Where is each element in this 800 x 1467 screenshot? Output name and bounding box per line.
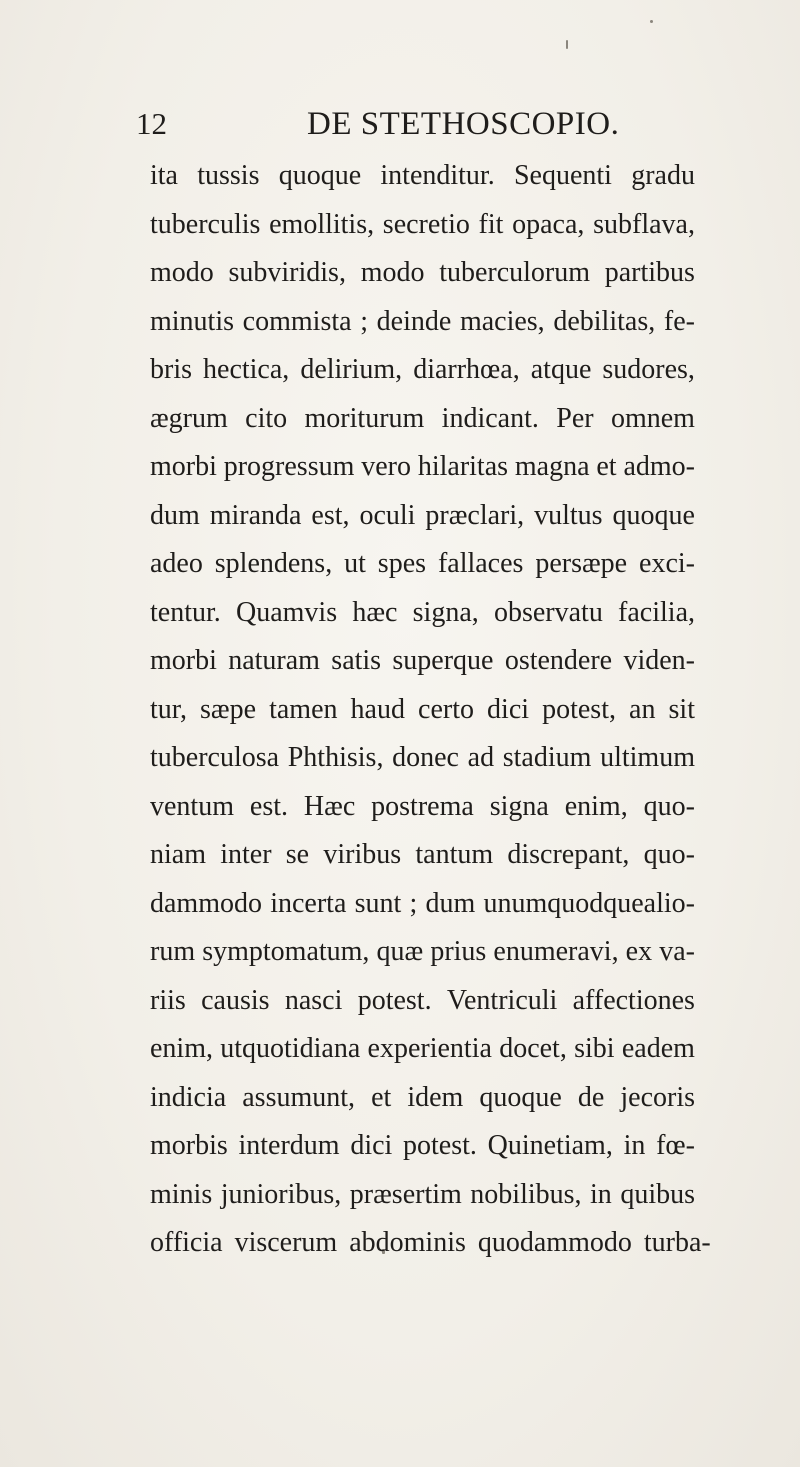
word: subflava, <box>593 208 695 240</box>
word: enim, <box>564 790 628 822</box>
text-line <box>150 540 695 589</box>
word: præsertim <box>349 1178 462 1210</box>
word: modo <box>150 257 214 288</box>
word: tur, <box>150 693 187 725</box>
word: se <box>285 839 310 870</box>
word: sæpe <box>200 693 257 725</box>
word: commista <box>242 305 352 337</box>
word: vultus <box>534 499 603 531</box>
word: dammodo <box>150 887 262 919</box>
word: tuberculis <box>150 208 261 240</box>
word: sudores, <box>602 354 695 385</box>
word: admo- <box>623 451 695 482</box>
word: utquotidiana <box>220 1033 361 1064</box>
word: indicia <box>150 1081 227 1113</box>
word: inter <box>220 839 272 870</box>
word: intenditur. <box>380 160 495 191</box>
word: tussis <box>197 160 260 191</box>
word: fœ- <box>656 1130 695 1161</box>
word: vero <box>361 451 411 482</box>
word: enumeravi, <box>493 936 619 967</box>
word: ultimum <box>600 742 695 773</box>
word: facilia, <box>618 596 695 628</box>
word: exci- <box>639 548 695 579</box>
word: ex <box>625 936 653 967</box>
word: minis <box>150 1178 213 1210</box>
text-line <box>150 783 695 832</box>
word: tentur. <box>150 596 221 628</box>
word: observatu <box>493 596 603 628</box>
word: va- <box>659 936 695 967</box>
word: riis <box>150 984 186 1016</box>
word: docet, <box>499 1033 567 1064</box>
word: persæpe <box>535 548 628 579</box>
word: in <box>590 1178 612 1210</box>
word: dum <box>150 499 200 531</box>
word: quibus <box>620 1178 695 1210</box>
word: opaca, <box>512 208 585 240</box>
text-line <box>150 346 695 395</box>
word: et <box>371 1081 392 1113</box>
word: discrepant, <box>507 839 630 870</box>
word: signa, <box>412 596 479 628</box>
word: hectica, <box>203 354 290 385</box>
word: sunt <box>354 887 402 919</box>
word: moriturum <box>304 402 425 434</box>
word: minutis <box>150 305 235 337</box>
paper-speck <box>650 20 653 23</box>
word: atque <box>530 354 592 385</box>
word: secretio <box>382 208 470 240</box>
word: in <box>623 1130 646 1161</box>
text-line <box>150 880 695 929</box>
word: symptomatum, <box>202 936 370 967</box>
word: quoque <box>278 160 362 191</box>
paper-speck <box>566 40 568 49</box>
word: an <box>629 693 656 725</box>
text-line <box>150 152 695 201</box>
word: magna <box>514 451 590 482</box>
word: morbi <box>150 451 217 482</box>
word: morbi <box>150 645 217 676</box>
word: turba- <box>643 1227 711 1258</box>
word: ; <box>360 305 368 337</box>
word: eadem <box>621 1033 695 1064</box>
word: ut <box>344 548 366 579</box>
word: signa <box>489 790 549 822</box>
word: quæ <box>376 936 424 967</box>
word: viden- <box>623 645 695 676</box>
word: prius <box>430 936 487 967</box>
word: officia <box>150 1227 223 1258</box>
word: jecoris <box>620 1081 695 1113</box>
word: ostendere <box>504 645 613 676</box>
word: et <box>596 451 617 482</box>
word: enim, <box>150 1033 213 1064</box>
text-line <box>150 1122 695 1171</box>
word: nobilibus, <box>470 1178 582 1210</box>
word: ægrum <box>150 402 228 434</box>
word: partibus <box>604 257 695 288</box>
word: superque <box>392 645 494 676</box>
word: Phthisis, <box>287 742 384 773</box>
word: tamen <box>269 693 338 725</box>
word: incerta <box>270 887 347 919</box>
word: quoque <box>612 499 695 531</box>
word: haud <box>350 693 405 725</box>
word: Ventriculi <box>446 984 558 1016</box>
word: donec <box>392 742 459 773</box>
word: certo <box>418 693 474 725</box>
word: niam <box>150 839 206 870</box>
word: abdominis <box>349 1227 466 1258</box>
word: quo- <box>643 790 695 822</box>
word: dum <box>425 887 476 919</box>
word: de <box>577 1081 605 1113</box>
word: Quinetiam, <box>487 1130 613 1161</box>
word: subviridis, <box>228 257 346 288</box>
word: cito <box>245 402 288 434</box>
word: tuberculosa <box>150 742 280 773</box>
word: satis <box>331 645 382 676</box>
word: tuberculorum <box>439 257 591 288</box>
word: causis <box>201 984 270 1016</box>
word: miranda <box>209 499 302 531</box>
word: interdum <box>238 1130 340 1161</box>
word: adeo <box>150 548 203 579</box>
word: dici <box>487 693 530 725</box>
word: unumquodquealio- <box>483 887 695 919</box>
running-title: DE STETHOSCOPIO. <box>307 106 620 142</box>
word: naturam <box>228 645 320 676</box>
word: spes <box>377 548 427 579</box>
word: splendens, <box>214 548 333 579</box>
word: viscerum <box>234 1227 338 1258</box>
word: potest. <box>403 1130 477 1161</box>
word: nasci <box>284 984 343 1016</box>
text-line <box>150 249 695 298</box>
word: ventum <box>150 790 234 822</box>
word: idem <box>407 1081 464 1113</box>
word: affectiones <box>572 984 695 1016</box>
word: est. <box>249 790 289 822</box>
word: debilitas, <box>553 305 656 337</box>
text-line <box>150 928 695 977</box>
text-line <box>150 831 695 880</box>
word: progressum <box>223 451 355 482</box>
word: quodammodo <box>477 1227 632 1258</box>
text-line <box>150 637 695 686</box>
word: diarrhœa, <box>413 354 520 385</box>
word: fe- <box>663 305 695 337</box>
word: Per <box>556 402 594 434</box>
text-line <box>150 492 695 541</box>
text-line <box>150 734 695 783</box>
word: est, <box>311 499 350 531</box>
text-line <box>150 977 695 1026</box>
word: modo <box>360 257 425 288</box>
text-line <box>150 1025 695 1074</box>
word: delirium, <box>300 354 403 385</box>
word: emollitis, <box>269 208 375 240</box>
text-line <box>150 443 695 492</box>
word: fallaces <box>437 548 524 579</box>
word: macies, <box>459 305 545 337</box>
word: hæc <box>352 596 398 628</box>
text-line <box>150 201 695 250</box>
word: dici <box>350 1130 393 1161</box>
word: tantum <box>415 839 494 870</box>
word: sit <box>668 693 695 725</box>
word: Quamvis <box>235 596 338 628</box>
word: viribus <box>323 839 402 870</box>
text-line <box>150 395 695 444</box>
word: omnem <box>610 402 695 434</box>
word: quo- <box>643 839 695 870</box>
word: Hæc <box>303 790 356 822</box>
word: Sequenti <box>513 160 612 191</box>
text-line <box>150 298 695 347</box>
word: postrema <box>371 790 474 822</box>
word: experientia <box>367 1033 492 1064</box>
word: potest, <box>542 693 616 725</box>
word: junioribus, <box>220 1178 342 1210</box>
word: ; <box>409 887 418 919</box>
running-head <box>136 104 676 144</box>
word: indicant. <box>441 402 539 434</box>
word: hilaritas <box>417 451 509 482</box>
text-line <box>150 589 695 638</box>
word: deinde <box>376 305 452 337</box>
word: morbis <box>150 1130 228 1161</box>
word: rum <box>150 936 196 967</box>
word: ita <box>150 160 178 191</box>
word: gradu <box>631 160 695 191</box>
text-line <box>150 1074 695 1123</box>
page-number: 12 <box>136 106 167 141</box>
text-line <box>150 1219 711 1268</box>
text-line <box>150 686 695 735</box>
word: stadium <box>502 742 592 773</box>
word: præclari, <box>425 499 525 531</box>
word: assumunt, <box>242 1081 356 1113</box>
word: ad <box>467 742 495 773</box>
text-line <box>150 1171 695 1220</box>
word: bris <box>150 354 192 385</box>
word: fit <box>478 208 504 240</box>
body-text <box>150 152 711 1268</box>
word: oculi <box>359 499 416 531</box>
word: quoque <box>479 1081 562 1113</box>
word: potest. <box>357 984 432 1016</box>
word: sibi <box>574 1033 615 1064</box>
